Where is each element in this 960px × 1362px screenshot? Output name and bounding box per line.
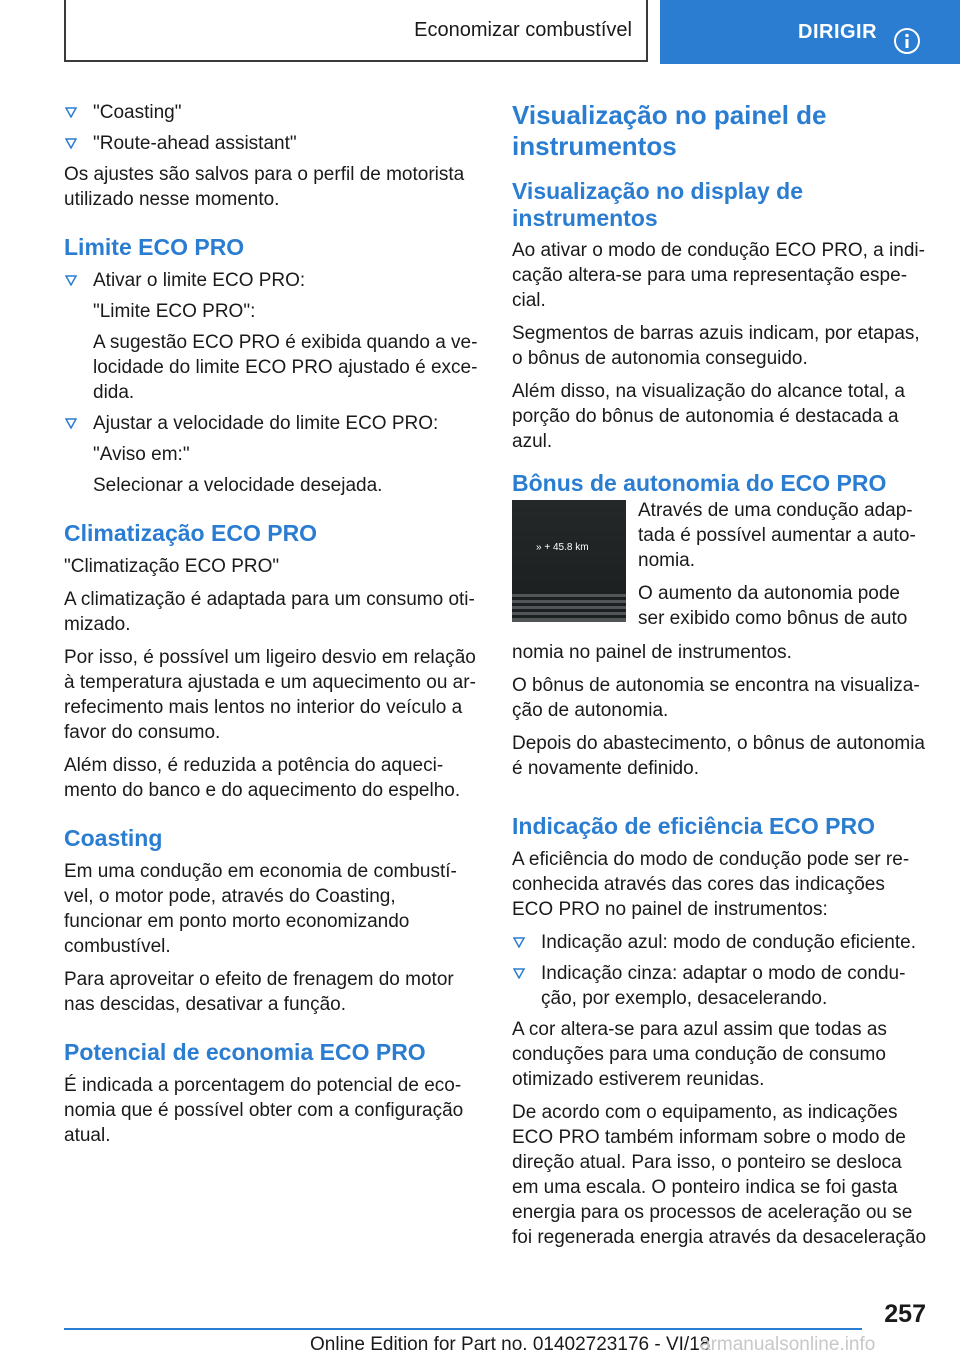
list-item xyxy=(512,961,928,1011)
display-stripe xyxy=(512,606,626,609)
section-title: Economizar combustível xyxy=(64,0,648,62)
triangle-bullet-icon xyxy=(65,275,77,286)
paragraph: O aumento da autonomia pode ser exibido como bônus de auto xyxy=(638,583,908,629)
paragraph: Em uma condução em economia de combustível, o motor pode, através do Coasting, funcionar em ponto morto economizando combustível. xyxy=(64,861,457,957)
list-item xyxy=(64,411,478,436)
heading-display-instrumentos: Visualização no display de instrumentos xyxy=(512,178,804,231)
paragraph: Ao ativar o modo de condução ECO PRO, a indicação altera-se para uma representação especial. xyxy=(512,240,925,311)
paragraph: nomia no painel de instrumentos. xyxy=(512,642,792,663)
list-item xyxy=(512,930,928,955)
triangle-bullet-icon xyxy=(513,968,525,979)
triangle-bullet-icon xyxy=(65,138,77,149)
edition-note: Online Edition for Part no. 01402723176 - VI/18 xyxy=(310,1334,711,1355)
paragraph: A climatização é adaptada para um consumo otimizado. xyxy=(64,589,475,635)
saved-note: Os ajustes são salvos para o perfil de motorista utilizado nesse momento. xyxy=(64,164,465,210)
left-column xyxy=(64,100,478,1156)
paragraph: Através de uma condução adaptada é possível aumentar a autonomia. xyxy=(638,500,916,571)
footer-rule xyxy=(64,1328,862,1330)
watermark-url[interactable]: armanualsonline.info xyxy=(700,1334,876,1355)
info-icon[interactable] xyxy=(893,27,921,55)
list-item xyxy=(64,100,478,125)
paragraph: De acordo com o equipamento, as indicações ECO PRO também informam sobre o modo de direção atual. Para isso, o ponteiro se desloca em uma escala. O ponteiro indica se foi gasta energia para os processos de aceleração ou se foi regenerada energia através da desaceleração xyxy=(512,1102,927,1248)
paragraph: Segmentos de barras azuis indicam, por etapas, o bônus de autonomia conseguido. xyxy=(512,323,920,369)
paragraph: Por isso, é possível um ligeiro desvio em relação à temperatura ajustada e um aquecimento ou arrefecimento mais lentos no interior do veículo a favor do consumo. xyxy=(64,647,476,743)
range-bonus-display-image xyxy=(512,500,626,622)
paragraph: Depois do abastecimento, o bônus de autonomia é novamente definido. xyxy=(512,733,925,779)
heading-painel-instrumentos: Visualização no painel de instrumentos xyxy=(512,100,827,161)
display-stripe xyxy=(512,618,626,622)
list-item-text: Indicação cinza: adaptar o modo de condução, por exemplo, desacelerando. xyxy=(541,963,906,1009)
triangle-bullet-icon xyxy=(513,937,525,948)
list-item-detail: Selecionar a velocidade desejada. xyxy=(93,475,383,496)
heading-climatizacao: Climatização ECO PRO xyxy=(64,520,318,546)
range-bonus-readout: » + 45.8 km xyxy=(536,542,589,553)
list-item-text: Ativar o limite ECO PRO: xyxy=(93,270,306,291)
display-stripe xyxy=(512,594,626,597)
list-item-detail: "Limite ECO PRO": xyxy=(93,301,256,322)
triangle-bullet-icon xyxy=(65,418,77,429)
display-stripe xyxy=(512,612,626,615)
paragraph: "Climatização ECO PRO" xyxy=(64,556,280,577)
heading-coasting: Coasting xyxy=(64,825,163,851)
bonus-figure-block xyxy=(512,500,928,642)
heading-eficiencia: Indicação de eficiência ECO PRO xyxy=(512,813,876,839)
paragraph: Além disso, é reduzida a potência do aquecimento do banco e do aquecimento do espelho. xyxy=(64,755,461,801)
list-item xyxy=(64,131,478,156)
list-item-detail: A sugestão ECO PRO é exibida quando a velocidade do limite ECO PRO ajustado é excedida. xyxy=(93,332,478,403)
list-item-detail: "Aviso em:" xyxy=(93,444,190,465)
paragraph: O bônus de autonomia se encontra na visualização de autonomia. xyxy=(512,675,920,721)
right-column xyxy=(512,100,928,1258)
list-item-text: "Coasting" xyxy=(93,102,182,123)
paragraph: Além disso, na visualização do alcance total, a porção do bônus de autonomia é destacada a azul. xyxy=(512,381,905,452)
paragraph: A cor altera-se para azul assim que todas as conduções para uma condução de consumo otimizado estiverem reunidas. xyxy=(512,1019,887,1090)
triangle-bullet-icon xyxy=(65,107,77,118)
paragraph: A eficiência do modo de condução pode ser reconhecida através das cores das indicações ECO PRO no painel de instrumentos: xyxy=(512,849,910,920)
heading-potencial: Potencial de economia ECO PRO xyxy=(64,1039,426,1065)
paragraph: É indicada a porcentagem do potencial de economia que é possível obter com a configuração atual. xyxy=(64,1075,464,1146)
list-item xyxy=(64,268,478,293)
heading-limite-eco-pro: Limite ECO PRO xyxy=(64,234,245,260)
paragraph: Para aproveitar o efeito de frenagem do motor nas descidas, desativar a função. xyxy=(64,969,454,1015)
heading-bonus-autonomia: Bônus de autonomia do ECO PRO xyxy=(512,470,887,496)
list-item-text: Ajustar a velocidade do limite ECO PRO: xyxy=(93,413,439,434)
list-item-text: Indicação azul: modo de condução eficiente. xyxy=(541,932,916,953)
page-header xyxy=(0,0,960,66)
page-number: 257 xyxy=(884,1300,926,1328)
display-stripe xyxy=(512,600,626,603)
list-item-text: "Route-ahead assistant" xyxy=(93,133,297,154)
bonus-side-text xyxy=(638,498,928,631)
chapter-label: DIRIGIR xyxy=(798,20,878,43)
